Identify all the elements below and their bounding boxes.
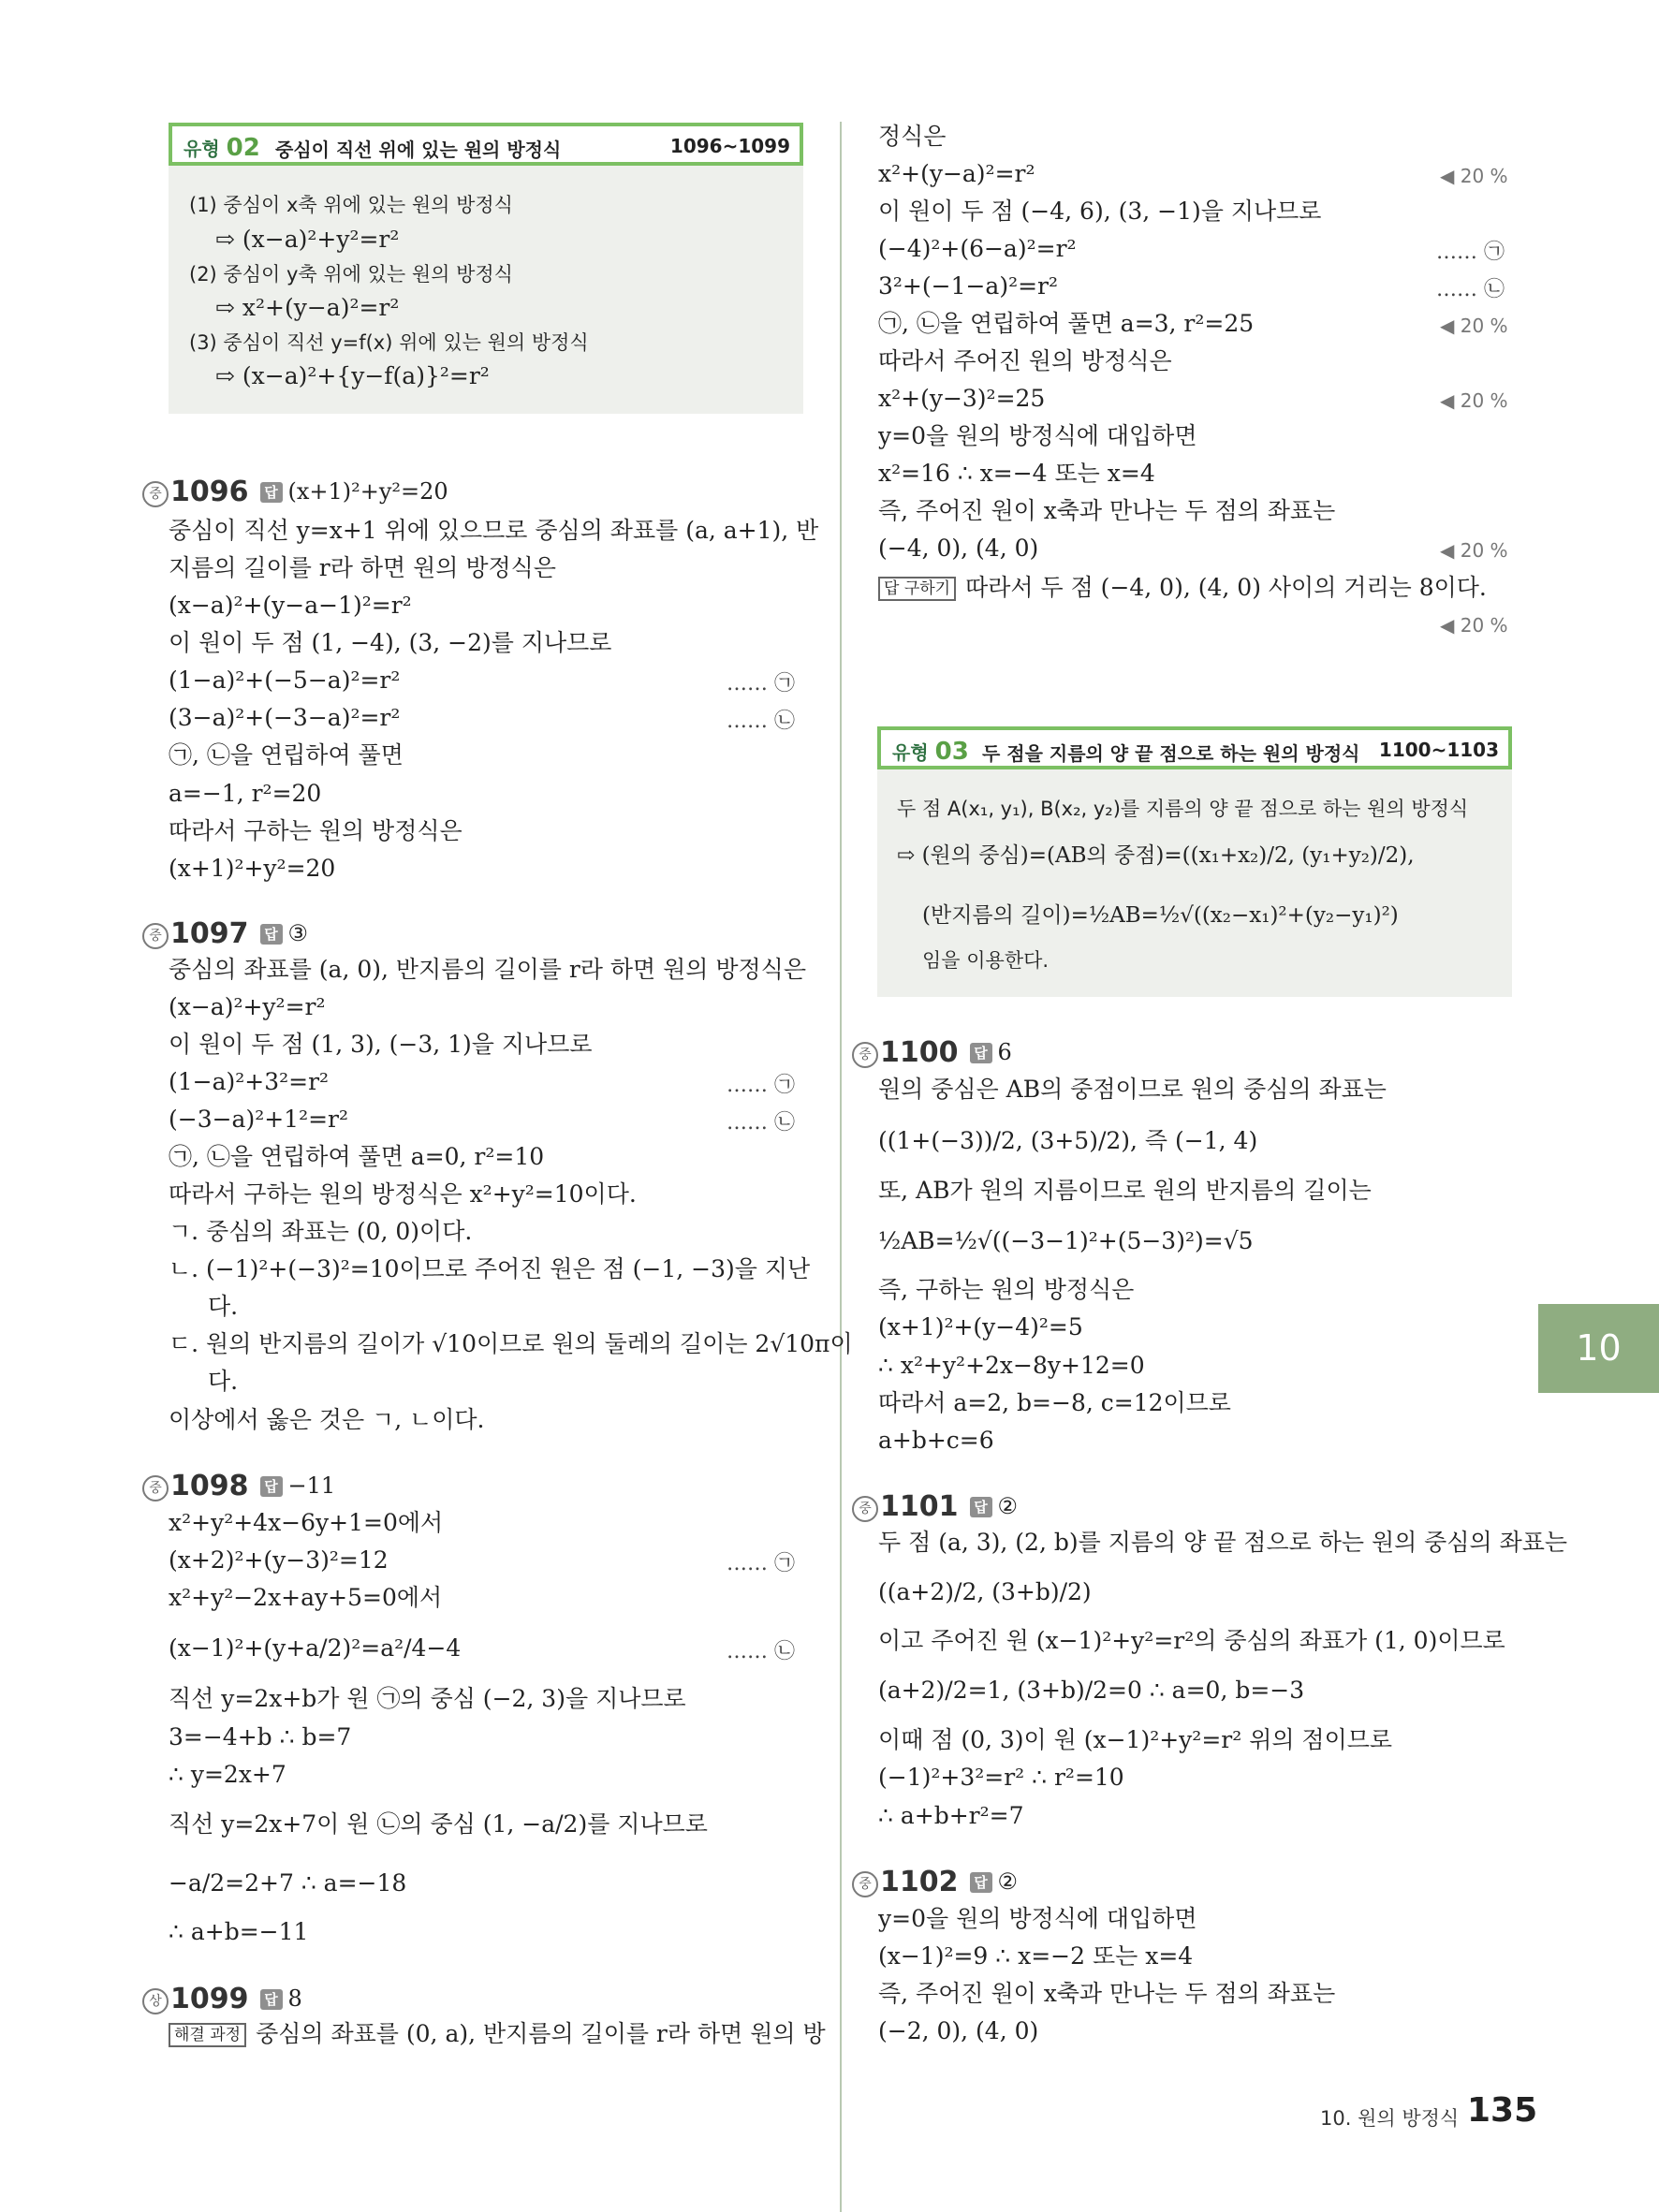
difficulty-badge: 중 — [142, 923, 169, 949]
type02-header — [169, 123, 803, 166]
p1096-line: ㉠, ㉡을 연립하여 풀면 — [169, 741, 404, 769]
p1099-line: 이 원이 두 점 (−4, 6), (3, −1)을 지나므로 — [878, 198, 1322, 225]
p1100-line: ½AB=½√((−3−1)²+(5−3)²)=√5 — [878, 1227, 1254, 1254]
p1101-line: 이때 점 (0, 3)이 원 (x−1)²+y²=r² 위의 점이므로 — [878, 1726, 1393, 1753]
p1099-line: x²=16 ∴ x=−4 또는 x=4 — [878, 460, 1155, 487]
type02-range: 1096~1099 — [669, 135, 790, 157]
problem-1099-number: 상 1099 답 8 — [142, 1983, 302, 2015]
p1101-line: (a+2)/2=1, (3+b)/2=0 ∴ a=0, b=−3 — [878, 1677, 1305, 1704]
p1102-line: (−2, 0), (4, 0) — [878, 2017, 1039, 2044]
type03-title: 두 점을 지름의 양 끝 점으로 하는 원의 방정식 — [982, 742, 1360, 765]
p1102-line: (x−1)²=9 ∴ x=−2 또는 x=4 — [878, 1942, 1194, 1970]
answer-step-label: 답 구하기 — [878, 577, 956, 601]
type03-line-4: 임을 이용한다. — [922, 949, 1050, 972]
p1099-line: 3²+(−1−a)²=r² — [878, 272, 1059, 300]
answer-badge: 답 — [260, 924, 283, 945]
p1100-line: 원의 중심은 AB의 중점이므로 원의 중심의 좌표는 — [878, 1076, 1387, 1103]
p1101-line: ∴ a+b+r²=7 — [878, 1802, 1024, 1829]
answer-badge: 답 — [260, 1989, 283, 2010]
p1097-line: 중심의 좌표를 (a, 0), 반지름의 길이를 r라 하면 원의 방정식은 — [169, 956, 806, 983]
difficulty-badge: 중 — [142, 1475, 169, 1502]
p1102-line: y=0을 원의 방정식에 대입하면 — [878, 1905, 1197, 1932]
type03-tag: 유형 03 — [892, 738, 969, 766]
answer-value: 6 — [997, 1039, 1012, 1065]
p1097-line: ㉠, ㉡을 연립하여 풀면 a=0, r²=10 — [169, 1143, 545, 1170]
p1100-line: ∴ x²+y²+2x−8y+12=0 — [878, 1352, 1145, 1379]
answer-value: 8 — [287, 1985, 302, 2012]
p1096-line: 지름의 길이를 r라 하면 원의 방정식은 — [169, 554, 556, 581]
difficulty-badge: 중 — [142, 481, 169, 507]
p1098-line: ∴ a+b=−11 — [169, 1918, 309, 1945]
type02-line-2: ⇨ (x−a)²+y²=r² — [215, 226, 400, 253]
answer-badge: 답 — [970, 1497, 992, 1517]
p1097-line: (1−a)²+3²=r² — [169, 1068, 330, 1095]
p1099-line: x²+(y−3)²=25 — [878, 385, 1046, 412]
type02-line-1: (1) 중심이 x축 위에 있는 원의 방정식 — [189, 194, 513, 216]
p1096-line: 이 원이 두 점 (1, −4), (3, −2)를 지나므로 — [169, 629, 612, 656]
type03-line-2: ⇨ (원의 중심)=(AB의 중점)=((x₁+x₂)/2, (y₁+y₂)/2), — [897, 843, 1415, 868]
p1100-line: ((1+(−3))/2, (3+5)/2), 즉 (−1, 4) — [878, 1127, 1258, 1154]
p1100-line: (x+1)²+(y−4)²=5 — [878, 1313, 1083, 1340]
page-number: 135 — [1467, 2091, 1538, 2130]
p1099-line: y=0을 원의 방정식에 대입하면 — [878, 422, 1197, 449]
p1099-line: 정식은 — [878, 123, 947, 150]
p1096-line: a=−1, r²=20 — [169, 780, 322, 807]
column-divider — [840, 122, 842, 2212]
p1101-line: ((a+2)/2, (3+b)/2) — [878, 1578, 1092, 1605]
p1097-line: ㄱ. 중심의 좌표는 (0, 0)이다. — [169, 1218, 473, 1245]
p1097-line: ㄴ. (−1)²+(−3)²=10이므로 주어진 원은 점 (−1, −3)을 지난 — [169, 1255, 811, 1282]
p1096-line: (3−a)²+(−3−a)²=r² — [169, 704, 401, 731]
type02-line-6: ⇨ (x−a)²+{y−f(a)}²=r² — [215, 362, 490, 389]
p1098-line: (x−1)²+(y+a/2)²=a²/4−4 — [169, 1634, 462, 1662]
p1099-line: 따라서 주어진 원의 방정식은 — [878, 347, 1172, 374]
p1102-line: 즉, 주어진 원이 x축과 만나는 두 점의 좌표는 — [878, 1980, 1336, 2007]
footer-chapter: 10. 원의 방정식 — [1320, 2107, 1460, 2130]
problem-1101-number: 중 1101 답 ② — [852, 1490, 1018, 1523]
p1097-line: (−3−a)²+1²=r² — [169, 1106, 349, 1133]
p1097-line: 이상에서 옳은 것은 ㄱ, ㄴ이다. — [169, 1406, 485, 1433]
p1097-line: 다. — [208, 1293, 239, 1320]
answer-badge: 답 — [260, 482, 283, 503]
p1098-line: x²+y²+4x−6y+1=0에서 — [169, 1509, 444, 1536]
answer-value: ② — [997, 1493, 1019, 1519]
problem-1096-number: 중 1096 답 (x+1)²+y²=20 — [142, 476, 448, 508]
p1099-line: 답 구하기 따라서 두 점 (−4, 0), (4, 0) 사이의 거리는 8이다. — [878, 573, 1487, 603]
problem-1097-number: 중 1097 답 ③ — [142, 917, 308, 950]
p1097-line: (x−a)²+y²=r² — [169, 993, 326, 1020]
p1101-line: 두 점 (a, 3), (2, b)를 지름의 양 끝 점으로 하는 원의 중심의 좌표는 — [878, 1529, 1568, 1556]
p1100-line: 따라서 a=2, b=−8, c=12이므로 — [878, 1389, 1231, 1416]
p1097-line: ㄷ. 원의 반지름의 길이가 √10이므로 원의 둘레의 길이는 2√10π이 — [169, 1330, 853, 1357]
difficulty-badge: 중 — [852, 1496, 878, 1522]
problem-1098-number: 중 1098 답 −11 — [142, 1470, 335, 1502]
equation-mark-1: …… ㉠ — [727, 1074, 795, 1097]
problem-1100-number: 중 1100 답 6 — [852, 1036, 1012, 1069]
answer-value: −11 — [287, 1472, 336, 1499]
p1098-line: −a/2=2+7 ∴ a=−18 — [169, 1869, 407, 1897]
equation-mark-2: …… ㉡ — [727, 1111, 795, 1135]
solution-process-label: 해결 과정 — [169, 2023, 246, 2047]
type02-line-5: (3) 중심이 직선 y=f(x) 위에 있는 원의 방정식 — [189, 331, 589, 354]
equation-mark-2: …… ㉡ — [727, 1640, 795, 1663]
p1098-line: ∴ y=2x+7 — [169, 1761, 286, 1788]
p1098-line: 직선 y=2x+7이 원 ㉡의 중심 (1, −a/2)를 지나므로 — [169, 1810, 708, 1838]
equation-mark-1: …… ㉠ — [1436, 241, 1505, 264]
answer-badge: 답 — [970, 1872, 992, 1893]
type02-tag: 유형 02 — [184, 134, 260, 162]
score-percent: ◀ 20 % — [1440, 315, 1508, 337]
p1096-line: 중심이 직선 y=x+1 위에 있으므로 중심의 좌표를 (a, a+1), 반 — [169, 517, 819, 544]
p1099-line: (−4)²+(6−a)²=r² — [878, 235, 1077, 262]
p1096-line: (x+1)²+y²=20 — [169, 855, 336, 882]
chapter-side-tab: 10 — [1538, 1304, 1659, 1393]
p1097-line: 따라서 구하는 원의 방정식은 x²+y²=10이다. — [169, 1180, 637, 1208]
p1096-line: (x−a)²+(y−a−1)²=r² — [169, 592, 412, 619]
type02-line-4: ⇨ x²+(y−a)²=r² — [215, 294, 400, 321]
difficulty-badge: 중 — [852, 1871, 878, 1897]
type03-header — [877, 726, 1512, 769]
p1098-line: x²+y²−2x+ay+5=0에서 — [169, 1584, 443, 1611]
score-percent: ◀ 20 % — [1440, 539, 1508, 562]
type03-line-1: 두 점 A(x₁, y₁), B(x₂, y₂)를 지름의 양 끝 점으로 하는 원의 방정식 — [897, 798, 1469, 820]
answer-badge: 답 — [970, 1043, 992, 1063]
type03-line-3: (반지름의 길이)=½AB=½√((x₂−x₁)²+(y₂−y₁)²) — [922, 903, 1399, 928]
answer-value: ② — [997, 1868, 1019, 1895]
p1100-line: 또, AB가 원의 지름이므로 원의 반지름의 길이는 — [878, 1177, 1372, 1204]
p1097-line: 다. — [208, 1368, 239, 1395]
type02-line-3: (2) 중심이 y축 위에 있는 원의 방정식 — [189, 263, 513, 286]
difficulty-badge: 중 — [852, 1042, 878, 1068]
p1097-line: 이 원이 두 점 (1, 3), (−3, 1)을 지나므로 — [169, 1031, 593, 1058]
type03-range: 1100~1103 — [1378, 739, 1499, 761]
p1098-line: (x+2)²+(y−3)²=12 — [169, 1546, 389, 1574]
p1099-line: (−4, 0), (4, 0) — [878, 535, 1039, 562]
equation-mark-2: …… ㉡ — [727, 710, 795, 733]
difficulty-badge: 상 — [142, 1988, 169, 2014]
p1099-line: ㉠, ㉡을 연립하여 풀면 a=3, r²=25 — [878, 310, 1255, 337]
p1099-line: 즉, 주어진 원이 x축과 만나는 두 점의 좌표는 — [878, 497, 1336, 524]
score-percent: ◀ 20 % — [1440, 614, 1508, 637]
equation-mark-1: …… ㉠ — [727, 672, 795, 696]
answer-badge: 답 — [260, 1476, 283, 1497]
score-percent: ◀ 20 % — [1440, 165, 1508, 187]
p1096-line: 따라서 구하는 원의 방정식은 — [169, 817, 462, 844]
p1101-line: 이고 주어진 원 (x−1)²+y²=r²의 중심의 좌표가 (1, 0)이므로 — [878, 1627, 1505, 1654]
p1100-line: a+b+c=6 — [878, 1427, 994, 1454]
p1098-line: 3=−4+b ∴ b=7 — [169, 1723, 352, 1751]
equation-mark-2: …… ㉡ — [1436, 278, 1505, 301]
p1098-line: 직선 y=2x+b가 원 ㉠의 중심 (−2, 3)을 지나므로 — [169, 1685, 686, 1712]
p1099-line: 해결 과정 중심의 좌표를 (0, a), 반지름의 길이를 r라 하면 원의 방 — [169, 2019, 826, 2049]
p1101-line: (−1)²+3²=r² ∴ r²=10 — [878, 1764, 1124, 1791]
p1100-line: 즉, 구하는 원의 방정식은 — [878, 1276, 1135, 1303]
equation-mark-1: …… ㉠ — [727, 1552, 795, 1575]
answer-value: ③ — [287, 920, 309, 946]
p1096-line: (1−a)²+(−5−a)²=r² — [169, 667, 401, 694]
p1099-line: x²+(y−a)²=r² — [878, 160, 1035, 187]
problem-1102-number: 중 1102 답 ② — [852, 1866, 1018, 1898]
score-percent: ◀ 20 % — [1440, 389, 1508, 412]
type02-title: 중심이 직선 위에 있는 원의 방정식 — [275, 139, 562, 161]
answer-value: (x+1)²+y²=20 — [287, 478, 448, 505]
